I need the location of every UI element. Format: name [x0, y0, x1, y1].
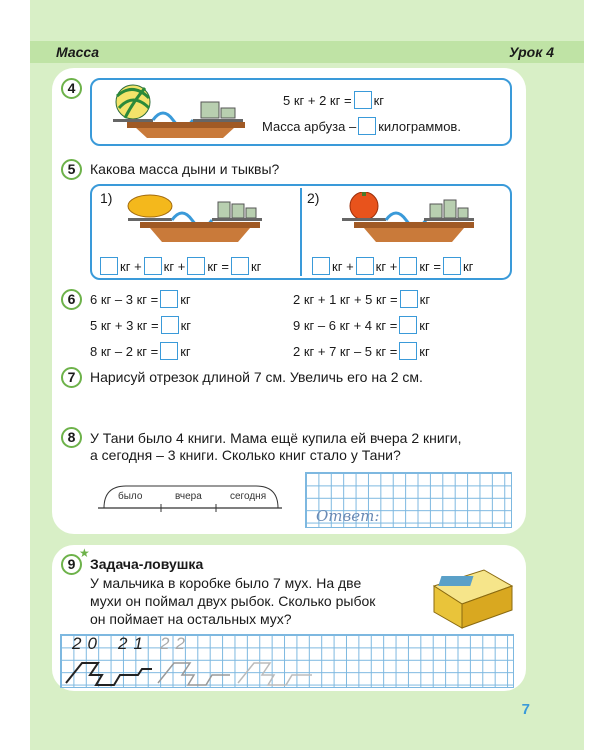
task4-eq1-unit: кг: [373, 92, 384, 108]
answer-box[interactable]: [399, 342, 417, 360]
answer-box[interactable]: [160, 342, 178, 360]
scale-with-melon-illustration: [120, 192, 270, 250]
task6-left-2: [90, 316, 191, 334]
answer-box[interactable]: [354, 91, 372, 109]
task6-left-3: [90, 342, 191, 360]
page-number: 7: [521, 701, 530, 718]
unit-label: кг: [419, 258, 430, 274]
answer-box[interactable]: [399, 316, 417, 334]
plus-sign: +: [389, 258, 398, 274]
equals-sign: =: [433, 258, 441, 274]
task4-equation-1: [283, 91, 384, 109]
unit-label: кг: [180, 317, 191, 333]
expression: 6 кг – 3 кг =: [90, 291, 159, 307]
expression: 9 кг – 6 кг + 4 кг =: [293, 317, 398, 333]
task6-right-1: [293, 290, 430, 308]
answer-box[interactable]: [443, 257, 461, 275]
writing-sample-22: 22: [160, 634, 191, 653]
task5-part2-label: 2): [307, 190, 320, 206]
task-number-8: 8: [61, 427, 82, 448]
lesson-number: Урок 4: [508, 44, 554, 60]
unit-label: кг: [375, 258, 387, 274]
unit-label: кг: [250, 258, 262, 274]
expression: 2 кг + 1 кг + 5 кг =: [293, 291, 398, 307]
answer-box[interactable]: [312, 257, 330, 275]
expression: 8 кг – 2 кг =: [90, 343, 159, 359]
answer-box[interactable]: [231, 257, 249, 275]
task6-left-1: [90, 290, 191, 308]
answer-box[interactable]: [160, 290, 178, 308]
expression: 2 кг + 7 кг – 5 кг =: [293, 343, 398, 359]
task-number-5: 5: [61, 159, 82, 180]
task5-question: Какова масса дыни и тыквы?: [90, 161, 280, 177]
unit-label: кг: [462, 258, 474, 274]
unit-label: кг: [419, 343, 430, 359]
task9-line-3: он поймает на остальных мух?: [90, 611, 292, 627]
task6-right-2: [293, 316, 430, 334]
task5-part1-label: 1): [100, 190, 113, 206]
handwriting-pattern: [62, 655, 332, 687]
answer-box[interactable]: [399, 257, 417, 275]
plus-sign: +: [177, 258, 186, 274]
lesson-header: [30, 41, 584, 63]
answer-box[interactable]: [400, 290, 418, 308]
task9-line-1: У мальчика в коробке было 7 мух. На две: [90, 575, 362, 591]
unit-label: кг: [419, 291, 431, 307]
task-number-9: 9: [61, 554, 82, 575]
unit-label: кг: [180, 291, 191, 307]
task5-divider: [300, 188, 302, 276]
task4-equation-2: [262, 117, 461, 135]
plus-sign: +: [346, 258, 354, 274]
unit-label: кг: [180, 343, 191, 359]
unit-label: кг: [419, 317, 430, 333]
task-number-6: 6: [61, 289, 82, 310]
task5-equation-1: [98, 257, 261, 275]
expression: 5 кг + 3 кг =: [90, 317, 159, 333]
scheme-label-was: было: [118, 491, 143, 502]
unit-label: кг: [332, 258, 343, 274]
scheme-label-yesterday: вчера: [175, 491, 202, 502]
task-number-7: 7: [61, 367, 82, 388]
writing-sample-21: 21: [118, 634, 149, 653]
answer-box[interactable]: [161, 316, 179, 334]
task9-title: Задача-ловушка: [90, 556, 204, 572]
scale-with-pumpkin-illustration: [334, 192, 484, 250]
unit-label: кг: [207, 258, 218, 274]
answer-box[interactable]: [356, 257, 374, 275]
task8-line-2: а сегодня – 3 книги. Сколько книг стало у Тани?: [90, 447, 401, 463]
task7-text: Нарисуй отрезок длиной 7 см. Увеличь его на 2 см.: [90, 369, 423, 385]
task4-eq2-unit: килограммов.: [378, 118, 461, 134]
answer-box[interactable]: [100, 257, 118, 275]
matchbox-illustration: [430, 556, 516, 634]
answer-box[interactable]: [144, 257, 162, 275]
equals-sign: =: [221, 258, 229, 274]
scale-with-watermelon-illustration: [105, 82, 255, 144]
unit-label: кг: [163, 258, 175, 274]
answer-box[interactable]: [187, 257, 205, 275]
task4-eq1-text: 5 кг + 2 кг =: [283, 92, 352, 108]
plus-sign: +: [134, 258, 142, 274]
topic-title: Масса: [56, 44, 99, 60]
task4-eq2-text: Масса арбуза –: [262, 118, 357, 134]
task9-line-2: мухи он поймал двух рыбок. Сколько рыбок: [90, 593, 376, 609]
task5-equation-2: [310, 257, 473, 275]
star-icon: ★: [79, 546, 90, 560]
answer-box[interactable]: [358, 117, 376, 135]
writing-sample-20: 20: [72, 634, 103, 653]
task6-right-3: [293, 342, 430, 360]
unit-label: кг: [120, 258, 131, 274]
task8-line-1: У Тани было 4 книги. Мама ещё купила ей вчера 2 книги,: [90, 430, 462, 446]
task8-answer-label: Ответ:: [316, 507, 380, 525]
scheme-label-today: сегодня: [230, 491, 267, 502]
task-number-4: 4: [61, 78, 82, 99]
